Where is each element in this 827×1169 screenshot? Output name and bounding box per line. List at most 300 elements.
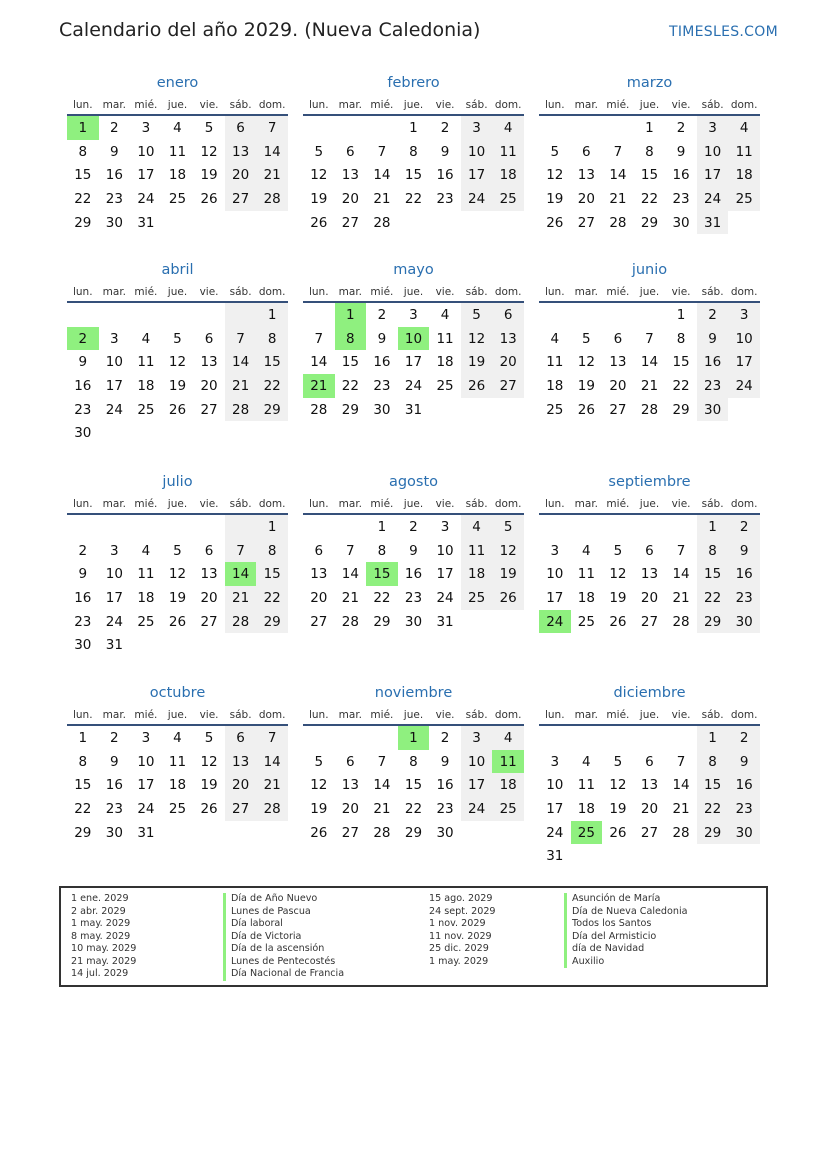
weekday-label: dom. bbox=[494, 498, 522, 510]
month-marzo bbox=[539, 73, 760, 234]
day-cell-empty bbox=[335, 726, 367, 750]
day-cell: 2 bbox=[409, 518, 418, 535]
day-cell: 9 bbox=[110, 753, 119, 770]
day-cell: 12 bbox=[168, 566, 187, 583]
day-cell: 9 bbox=[440, 753, 450, 770]
day-cell-empty bbox=[162, 303, 194, 327]
day-cell-empty bbox=[335, 515, 367, 539]
weekday-label: mar. bbox=[338, 498, 363, 510]
weekday-label: dom. bbox=[494, 709, 522, 721]
weekday-label: vie. bbox=[435, 709, 455, 721]
day-cell: 1 bbox=[676, 306, 686, 323]
day-cell: 23 bbox=[74, 613, 92, 630]
day-cell: 4 bbox=[461, 515, 493, 539]
day-cell: 24 bbox=[137, 190, 155, 207]
day-cell: 24 bbox=[728, 374, 760, 398]
day-cell: 30 bbox=[105, 214, 123, 231]
month-noviembre bbox=[303, 683, 524, 844]
day-cell: 28 bbox=[225, 610, 257, 634]
weekday-label: vie. bbox=[435, 99, 455, 111]
day-cell: 12 bbox=[168, 354, 187, 371]
day-cell: 4 bbox=[141, 542, 151, 559]
weekday-label: sáb. bbox=[465, 709, 488, 721]
weekday-label: jue. bbox=[403, 498, 424, 510]
day-cell: 27 bbox=[577, 214, 595, 231]
weekday-label: lun. bbox=[308, 99, 329, 111]
day-cell: 20 bbox=[609, 377, 627, 394]
weekday-label: lun. bbox=[544, 99, 565, 111]
day-cell: 7 bbox=[613, 143, 623, 160]
day-cell-empty bbox=[366, 726, 398, 750]
day-cell: 18 bbox=[137, 377, 155, 394]
day-cell: 6 bbox=[204, 330, 214, 347]
day-cell: 13 bbox=[341, 777, 359, 794]
day-cell: 20 bbox=[225, 163, 257, 187]
day-cell-holiday: 10 bbox=[398, 327, 430, 351]
day-cell-empty bbox=[67, 515, 99, 539]
weekday-label: lun. bbox=[308, 498, 329, 510]
day-cell: 11 bbox=[168, 753, 187, 770]
day-cell: 31 bbox=[137, 214, 155, 231]
day-cell: 26 bbox=[200, 800, 218, 817]
day-cell: 4 bbox=[582, 753, 591, 770]
day-cell: 9 bbox=[377, 330, 387, 347]
month-name: mayo bbox=[393, 262, 434, 278]
day-cell: 13 bbox=[341, 167, 359, 184]
day-cell: 23 bbox=[672, 190, 690, 207]
legend-dates-column-2 bbox=[429, 893, 496, 968]
day-cell: 13 bbox=[310, 566, 328, 583]
day-cell-empty bbox=[602, 726, 634, 750]
weekday-label: jue. bbox=[639, 498, 660, 510]
day-cell: 9 bbox=[676, 143, 686, 160]
legend-entry: Día laboral bbox=[223, 918, 344, 931]
month-enero bbox=[67, 73, 288, 234]
weekday-label: mar. bbox=[338, 286, 363, 298]
day-cell: 10 bbox=[137, 753, 155, 770]
day-cell: 3 bbox=[461, 726, 493, 750]
legend-entry: 1 may. 2029 bbox=[429, 955, 489, 967]
day-cell: 6 bbox=[225, 116, 257, 140]
day-cell: 8 bbox=[256, 327, 288, 351]
day-cell-empty bbox=[130, 303, 162, 327]
day-cell: 12 bbox=[461, 327, 493, 351]
day-cell: 14 bbox=[672, 777, 690, 794]
day-cell: 8 bbox=[697, 750, 729, 774]
day-cell: 18 bbox=[728, 163, 760, 187]
day-cell: 18 bbox=[492, 773, 524, 797]
day-cell: 20 bbox=[640, 800, 659, 817]
weekday-header bbox=[539, 281, 760, 303]
day-cell: 19 bbox=[609, 589, 627, 606]
day-cell-holiday: 25 bbox=[571, 821, 603, 845]
weekday-label: dom. bbox=[730, 498, 758, 510]
month-name: junio bbox=[631, 262, 668, 278]
day-cell-empty bbox=[539, 515, 571, 539]
day-cell: 9 bbox=[78, 354, 88, 371]
weekday-label: sáb. bbox=[229, 99, 252, 111]
day-cell: 26 bbox=[546, 214, 564, 231]
day-cell: 27 bbox=[640, 824, 659, 841]
day-cell: 16 bbox=[436, 777, 454, 794]
day-cell-holiday: 14 bbox=[225, 562, 257, 586]
day-cell: 25 bbox=[492, 187, 524, 211]
legend-entry: 1 ene. 2029 bbox=[71, 893, 129, 904]
day-cell: 3 bbox=[697, 116, 729, 140]
day-cell: 22 bbox=[697, 586, 729, 610]
weekday-header bbox=[303, 94, 524, 116]
day-cell: 11 bbox=[436, 330, 454, 347]
weekday-label: mar. bbox=[574, 498, 599, 510]
day-cell: 17 bbox=[697, 163, 729, 187]
legend-names-column-1 bbox=[223, 893, 344, 981]
day-cell: 29 bbox=[672, 401, 690, 418]
day-cell: 1 bbox=[645, 119, 654, 136]
weekday-label: dom. bbox=[494, 286, 522, 298]
day-cell: 22 bbox=[672, 377, 690, 394]
day-cell: 9 bbox=[440, 143, 450, 160]
day-cell: 18 bbox=[436, 354, 454, 371]
day-cell: 4 bbox=[728, 116, 760, 140]
day-cell: 29 bbox=[404, 824, 423, 841]
weekday-label: mié. bbox=[606, 709, 630, 721]
day-cell: 19 bbox=[546, 190, 564, 207]
day-cell: 16 bbox=[728, 773, 760, 797]
day-cell: 11 bbox=[137, 354, 155, 371]
day-cell: 16 bbox=[74, 589, 92, 606]
legend-entry: 11 nov. 2029 bbox=[429, 930, 492, 942]
month-octubre bbox=[67, 683, 288, 844]
day-cell: 5 bbox=[173, 542, 182, 559]
day-cell: 26 bbox=[310, 214, 328, 231]
day-cell: 24 bbox=[137, 800, 155, 817]
weekday-header bbox=[539, 94, 760, 116]
day-grid bbox=[539, 303, 760, 421]
day-cell: 30 bbox=[728, 821, 760, 845]
weekday-label: mar. bbox=[102, 709, 127, 721]
day-cell: 18 bbox=[492, 163, 524, 187]
day-cell: 29 bbox=[697, 610, 729, 634]
day-cell: 20 bbox=[200, 589, 218, 606]
legend-entry: Día de la ascensión bbox=[223, 943, 344, 956]
day-cell: 29 bbox=[697, 821, 729, 845]
day-cell-empty bbox=[665, 515, 697, 539]
day-cell: 18 bbox=[577, 589, 595, 606]
day-cell-empty bbox=[335, 116, 367, 140]
brand-link[interactable]: TIMESLES.COM bbox=[669, 24, 778, 40]
weekday-label: dom. bbox=[730, 286, 758, 298]
day-cell: 23 bbox=[728, 797, 760, 821]
day-cell: 17 bbox=[404, 354, 423, 371]
weekday-label: jue. bbox=[639, 709, 660, 721]
day-cell: 28 bbox=[225, 398, 257, 422]
day-cell: 2 bbox=[78, 542, 88, 559]
day-cell: 11 bbox=[492, 140, 524, 164]
weekday-label: jue. bbox=[639, 286, 660, 298]
day-cell-empty bbox=[225, 515, 257, 539]
month-agosto bbox=[303, 472, 524, 633]
day-cell: 7 bbox=[377, 143, 387, 160]
day-cell: 3 bbox=[141, 729, 151, 746]
day-cell: 20 bbox=[310, 589, 328, 606]
day-cell: 26 bbox=[168, 613, 187, 630]
weekday-header bbox=[303, 281, 524, 303]
day-cell: 10 bbox=[137, 143, 155, 160]
day-grid bbox=[303, 116, 524, 234]
day-cell: 7 bbox=[346, 542, 355, 559]
day-cell: 28 bbox=[672, 824, 690, 841]
day-cell: 10 bbox=[461, 140, 493, 164]
day-cell: 21 bbox=[672, 589, 690, 606]
weekday-label: jue. bbox=[639, 99, 660, 111]
day-cell: 2 bbox=[697, 303, 729, 327]
day-cell: 5 bbox=[204, 729, 214, 746]
weekday-label: dom. bbox=[494, 99, 522, 111]
month-junio bbox=[539, 260, 760, 421]
weekday-header bbox=[303, 493, 524, 515]
day-cell: 11 bbox=[577, 777, 595, 794]
day-cell: 7 bbox=[676, 753, 686, 770]
month-name: diciembre bbox=[613, 685, 686, 701]
weekday-header bbox=[67, 281, 288, 303]
legend-entry: Lunes de Pascua bbox=[223, 906, 344, 919]
month-name: abril bbox=[161, 262, 194, 278]
day-cell: 24 bbox=[546, 824, 564, 841]
day-cell: 12 bbox=[310, 167, 328, 184]
weekday-label: lun. bbox=[308, 286, 329, 298]
day-cell: 25 bbox=[577, 613, 595, 630]
day-cell-empty bbox=[665, 726, 697, 750]
weekday-label: sáb. bbox=[465, 286, 488, 298]
month-febrero bbox=[303, 73, 524, 234]
day-cell-empty bbox=[634, 515, 666, 539]
day-cell: 1 bbox=[409, 119, 418, 136]
day-cell: 19 bbox=[310, 190, 328, 207]
legend-entry: 10 may. 2029 bbox=[71, 943, 137, 954]
day-cell: 27 bbox=[341, 214, 359, 231]
day-cell: 19 bbox=[200, 777, 218, 794]
day-cell: 12 bbox=[200, 143, 218, 160]
day-cell: 17 bbox=[105, 589, 123, 606]
day-cell: 7 bbox=[225, 539, 257, 563]
day-cell-holiday: 2 bbox=[67, 327, 99, 351]
day-cell: 14 bbox=[609, 167, 627, 184]
day-cell: 16 bbox=[728, 562, 760, 586]
legend-entry: Todos los Santos bbox=[564, 918, 688, 931]
month-mayo bbox=[303, 260, 524, 421]
day-cell: 29 bbox=[256, 398, 288, 422]
day-cell: 11 bbox=[168, 143, 187, 160]
day-cell: 7 bbox=[225, 327, 257, 351]
day-cell: 8 bbox=[78, 143, 88, 160]
weekday-label: vie. bbox=[671, 286, 691, 298]
day-cell-empty bbox=[67, 303, 99, 327]
day-cell: 9 bbox=[409, 542, 418, 559]
day-cell-empty bbox=[571, 116, 603, 140]
day-cell: 28 bbox=[256, 187, 288, 211]
day-cell: 27 bbox=[200, 401, 218, 418]
weekday-label: mar. bbox=[338, 99, 363, 111]
legend-entry: 15 ago. 2029 bbox=[429, 893, 493, 904]
legend-entry: 1 may. 2029 bbox=[71, 918, 131, 929]
weekday-label: lun. bbox=[72, 286, 93, 298]
page-title: Calendario del año 2029. (Nueva Caledonia) bbox=[59, 19, 481, 41]
day-cell: 23 bbox=[105, 800, 123, 817]
day-cell: 24 bbox=[105, 613, 123, 630]
day-cell: 25 bbox=[436, 377, 454, 394]
day-cell: 18 bbox=[546, 377, 564, 394]
weekday-header bbox=[303, 704, 524, 726]
day-cell: 19 bbox=[461, 350, 493, 374]
weekday-label: lun. bbox=[72, 498, 93, 510]
legend-entry: Auxilio bbox=[564, 956, 688, 969]
day-cell: 20 bbox=[640, 589, 659, 606]
day-cell: 4 bbox=[141, 330, 151, 347]
day-cell: 2 bbox=[676, 119, 686, 136]
weekday-label: lun. bbox=[544, 286, 565, 298]
day-cell: 13 bbox=[200, 354, 218, 371]
day-cell: 21 bbox=[609, 190, 627, 207]
weekday-label: mié. bbox=[134, 286, 158, 298]
day-cell: 20 bbox=[200, 377, 218, 394]
day-cell: 6 bbox=[645, 753, 654, 770]
day-cell: 8 bbox=[697, 539, 729, 563]
day-cell: 2 bbox=[110, 119, 119, 136]
day-cell: 22 bbox=[373, 589, 391, 606]
day-cell: 26 bbox=[609, 613, 627, 630]
day-cell: 3 bbox=[110, 330, 119, 347]
weekday-header bbox=[539, 704, 760, 726]
legend-entry: Día de Año Nuevo bbox=[223, 893, 344, 906]
day-cell: 29 bbox=[256, 610, 288, 634]
legend-entry: 21 may. 2029 bbox=[71, 955, 137, 967]
day-cell: 27 bbox=[609, 401, 627, 418]
weekday-label: dom. bbox=[258, 709, 286, 721]
weekday-label: mié. bbox=[134, 498, 158, 510]
weekday-label: mar. bbox=[338, 709, 363, 721]
day-cell: 2 bbox=[728, 726, 760, 750]
weekday-label: lun. bbox=[72, 99, 93, 111]
day-cell-empty bbox=[130, 515, 162, 539]
day-cell: 24 bbox=[105, 401, 123, 418]
day-cell: 27 bbox=[225, 187, 257, 211]
day-cell: 18 bbox=[168, 777, 187, 794]
weekday-header bbox=[539, 493, 760, 515]
day-cell: 10 bbox=[697, 140, 729, 164]
day-cell: 8 bbox=[78, 753, 88, 770]
day-cell: 6 bbox=[346, 143, 355, 160]
day-cell: 23 bbox=[373, 377, 391, 394]
day-cell: 21 bbox=[256, 773, 288, 797]
day-cell: 25 bbox=[168, 800, 187, 817]
day-cell: 1 bbox=[256, 515, 288, 539]
day-grid bbox=[539, 116, 760, 234]
weekday-label: jue. bbox=[167, 286, 188, 298]
day-cell: 21 bbox=[373, 190, 391, 207]
day-cell: 11 bbox=[577, 566, 595, 583]
weekday-label: jue. bbox=[403, 286, 424, 298]
day-cell: 21 bbox=[225, 374, 257, 398]
weekday-header bbox=[67, 94, 288, 116]
day-cell: 1 bbox=[256, 303, 288, 327]
day-cell: 28 bbox=[640, 401, 659, 418]
day-cell: 21 bbox=[256, 163, 288, 187]
weekday-label: mar. bbox=[102, 498, 127, 510]
day-cell: 20 bbox=[492, 350, 524, 374]
day-cell: 9 bbox=[728, 750, 760, 774]
day-cell: 6 bbox=[645, 542, 654, 559]
day-cell: 15 bbox=[404, 167, 423, 184]
day-cell: 28 bbox=[310, 401, 328, 418]
month-diciembre bbox=[539, 683, 760, 868]
weekday-label: sáb. bbox=[701, 709, 724, 721]
day-cell: 6 bbox=[225, 726, 257, 750]
day-cell: 12 bbox=[492, 539, 524, 563]
day-cell: 29 bbox=[373, 613, 391, 630]
day-cell: 23 bbox=[436, 800, 454, 817]
day-cell-empty bbox=[634, 303, 666, 327]
day-grid bbox=[67, 303, 288, 445]
day-cell: 23 bbox=[697, 374, 729, 398]
day-cell: 17 bbox=[436, 566, 454, 583]
weekday-label: mar. bbox=[574, 286, 599, 298]
day-cell: 9 bbox=[78, 566, 88, 583]
day-cell: 5 bbox=[613, 542, 623, 559]
day-cell: 5 bbox=[314, 753, 324, 770]
day-cell-empty bbox=[634, 726, 666, 750]
day-cell: 13 bbox=[609, 354, 627, 371]
weekday-label: mié. bbox=[606, 286, 630, 298]
day-cell: 31 bbox=[697, 211, 729, 235]
day-cell: 4 bbox=[492, 116, 524, 140]
day-cell: 20 bbox=[341, 190, 359, 207]
day-cell: 26 bbox=[492, 586, 524, 610]
day-cell: 4 bbox=[492, 726, 524, 750]
day-cell: 31 bbox=[137, 824, 155, 841]
day-cell: 13 bbox=[200, 566, 218, 583]
weekday-label: sáb. bbox=[465, 99, 488, 111]
weekday-label: mié. bbox=[370, 498, 394, 510]
day-cell: 22 bbox=[74, 190, 92, 207]
day-cell: 22 bbox=[404, 800, 423, 817]
day-cell: 22 bbox=[697, 797, 729, 821]
day-cell: 13 bbox=[640, 566, 659, 583]
weekday-label: dom. bbox=[258, 286, 286, 298]
day-cell: 19 bbox=[168, 377, 187, 394]
day-cell: 24 bbox=[404, 377, 423, 394]
month-julio bbox=[67, 472, 288, 657]
day-cell: 27 bbox=[492, 374, 524, 398]
day-cell: 21 bbox=[341, 589, 359, 606]
day-cell: 17 bbox=[461, 773, 493, 797]
day-cell: 14 bbox=[672, 566, 690, 583]
day-grid bbox=[303, 303, 524, 421]
day-cell: 15 bbox=[256, 562, 288, 586]
legend-entry: día de Navidad bbox=[564, 943, 688, 956]
weekday-label: jue. bbox=[167, 99, 188, 111]
day-cell: 3 bbox=[728, 303, 760, 327]
day-cell: 20 bbox=[225, 773, 257, 797]
day-cell: 25 bbox=[168, 190, 187, 207]
day-cell: 22 bbox=[404, 190, 423, 207]
day-cell: 16 bbox=[404, 566, 423, 583]
day-cell: 18 bbox=[168, 167, 187, 184]
month-name: septiembre bbox=[608, 474, 691, 490]
weekday-label: mié. bbox=[370, 286, 394, 298]
day-cell: 21 bbox=[373, 800, 391, 817]
month-name: enero bbox=[156, 75, 199, 91]
day-cell: 24 bbox=[436, 589, 454, 606]
